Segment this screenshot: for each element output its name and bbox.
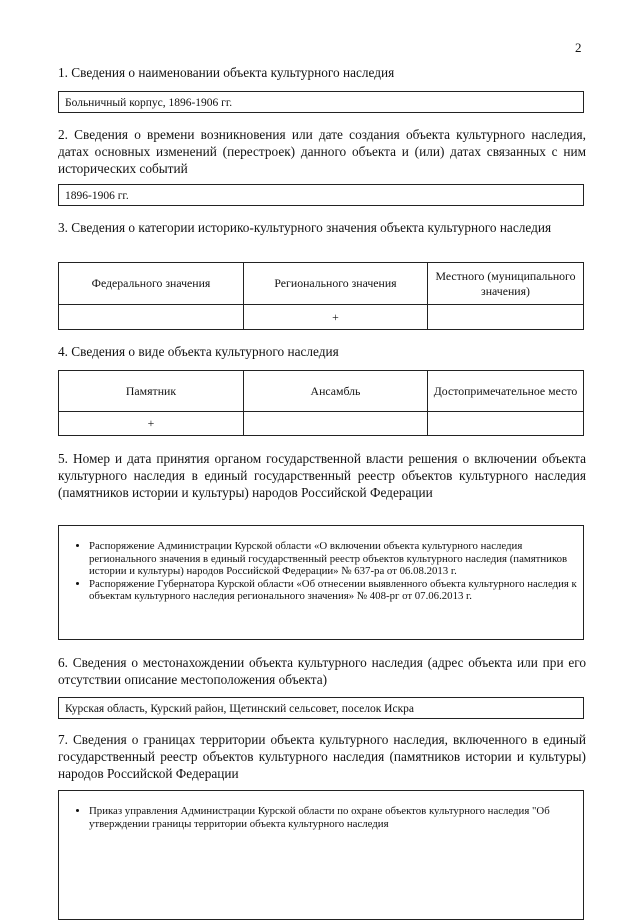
territory-boundary-item: • Приказ управления Администрации Курской области по охране объектов культурного наследия "Об утверждении границы территории объекта культурного наследия <box>89 805 583 830</box>
type-ensemble-mark <box>244 412 428 436</box>
section-5-heading: 5. Номер и дата принятия органом государственной власти решения о включении объекта культурного наследия в единый государственный реестр объектов культурного наследия (памятников истории и культуры) народов Российской Федерации <box>58 451 586 500</box>
section-3-heading: 3. Сведения о категории историко-культурного значения объекта культурного наследия <box>58 220 552 235</box>
category-local-label: Местного (муниципального значения) <box>428 263 584 305</box>
category-regional-mark: + <box>244 305 428 330</box>
section-4-heading: 4. Сведения о виде объекта культурного наследия <box>58 344 339 359</box>
section-2-value: 1896-1906 гг. <box>58 184 584 206</box>
object-type-table <box>58 370 584 436</box>
section-2-heading: 2. Сведения о времени возникновения или дате создания объекта культурного наследия, датах основных изменений (перестроек) данного объекта и (или) датах связанных с ним исторических событий <box>58 127 586 176</box>
significance-category-table <box>58 262 584 330</box>
category-local-mark <box>428 305 584 330</box>
section-6-value: Курская область, Курский район, Щетинский сельсовет, поселок Искра <box>58 697 584 719</box>
type-monument-mark: + <box>59 412 244 436</box>
category-federal-mark <box>59 305 244 330</box>
registry-decision-item: • Распоряжение Губернатора Курской области «Об отнесении выявленного объекта культурного наследия к объектам культурного наследия регионального значения» № 408-рг от 07.06.2013 г. <box>89 578 583 603</box>
section-1-value: Больничный корпус, 1896-1906 гг. <box>58 91 584 113</box>
territory-boundary-box <box>58 790 584 920</box>
registry-decision-item: • Распоряжение Администрации Курской области «О включении объекта культурного наследия регионального значения в единый государственный реестр объектов культурного наследия (памятников истории и культуры) народов Российской Федерации» № 637-ра от 06.08.2013 г. <box>89 540 583 578</box>
type-monument-label: Памятник <box>59 371 244 412</box>
section-7-heading: 7. Сведения о границах территории объекта культурного наследия, включенного в единый государственный реестр объектов культурного наследия (памятников истории и культуры) народов Российской Федерации <box>58 732 586 781</box>
section-6-heading: 6. Сведения о местонахождении объекта культурного наследия (адрес объекта или при его отсутствии описание местоположения объекта) <box>58 655 586 687</box>
section-1-heading: 1. Сведения о наименовании объекта культурного наследия <box>58 65 395 80</box>
registry-decision-box <box>58 525 584 640</box>
category-federal-label: Федерального значения <box>59 263 244 305</box>
page-number: 2 <box>575 40 582 55</box>
type-landmark-label: Достопримечательное место <box>428 371 584 412</box>
category-regional-label: Регионального значения <box>244 263 428 305</box>
type-ensemble-label: Ансамбль <box>244 371 428 412</box>
type-landmark-mark <box>428 412 584 436</box>
